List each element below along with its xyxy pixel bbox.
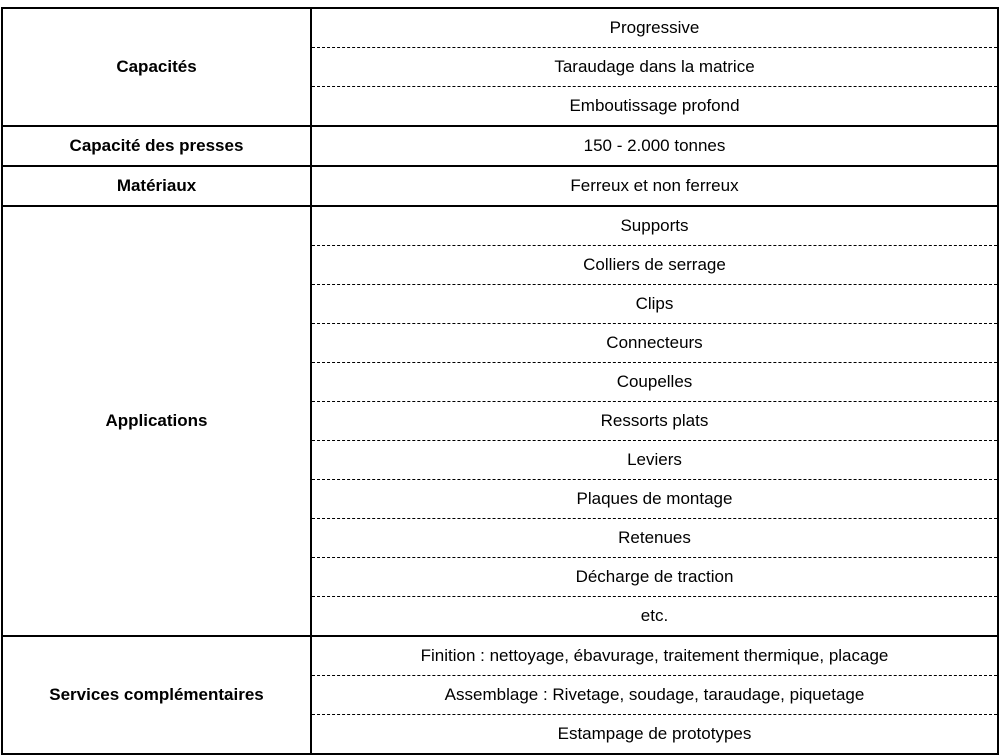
section-value: Retenues (311, 519, 998, 558)
section-value: Connecteurs (311, 324, 998, 363)
section-value: Emboutissage profond (311, 87, 998, 127)
section-value: Décharge de traction (311, 558, 998, 597)
section-value: etc. (311, 597, 998, 637)
section-value: Ressorts plats (311, 402, 998, 441)
section-value: 150 - 2.000 tonnes (311, 126, 998, 166)
section-value: Assemblage : Rivetage, soudage, taraudage, piquetage (311, 676, 998, 715)
table-row (2, 126, 998, 166)
section-label: Matériaux (2, 166, 311, 206)
section-value: Colliers de serrage (311, 246, 998, 285)
section-value: Finition : nettoyage, ébavurage, traitement thermique, placage (311, 636, 998, 676)
specifications-table-body (2, 8, 998, 754)
section-value: Coupelles (311, 363, 998, 402)
section-value: Clips (311, 285, 998, 324)
section-label: Services complémentaires (2, 636, 311, 754)
section-label: Applications (2, 206, 311, 636)
section-value: Leviers (311, 441, 998, 480)
section-value: Ferreux et non ferreux (311, 166, 998, 206)
section-value: Plaques de montage (311, 480, 998, 519)
section-label: Capacités (2, 8, 311, 126)
section-label: Capacité des presses (2, 126, 311, 166)
section-value: Supports (311, 206, 998, 246)
table-row (2, 8, 998, 48)
section-value: Taraudage dans la matrice (311, 48, 998, 87)
section-value: Progressive (311, 8, 998, 48)
specifications-table (1, 7, 999, 755)
table-row (2, 166, 998, 206)
table-row (2, 206, 998, 246)
section-value: Estampage de prototypes (311, 715, 998, 755)
table-row (2, 636, 998, 676)
